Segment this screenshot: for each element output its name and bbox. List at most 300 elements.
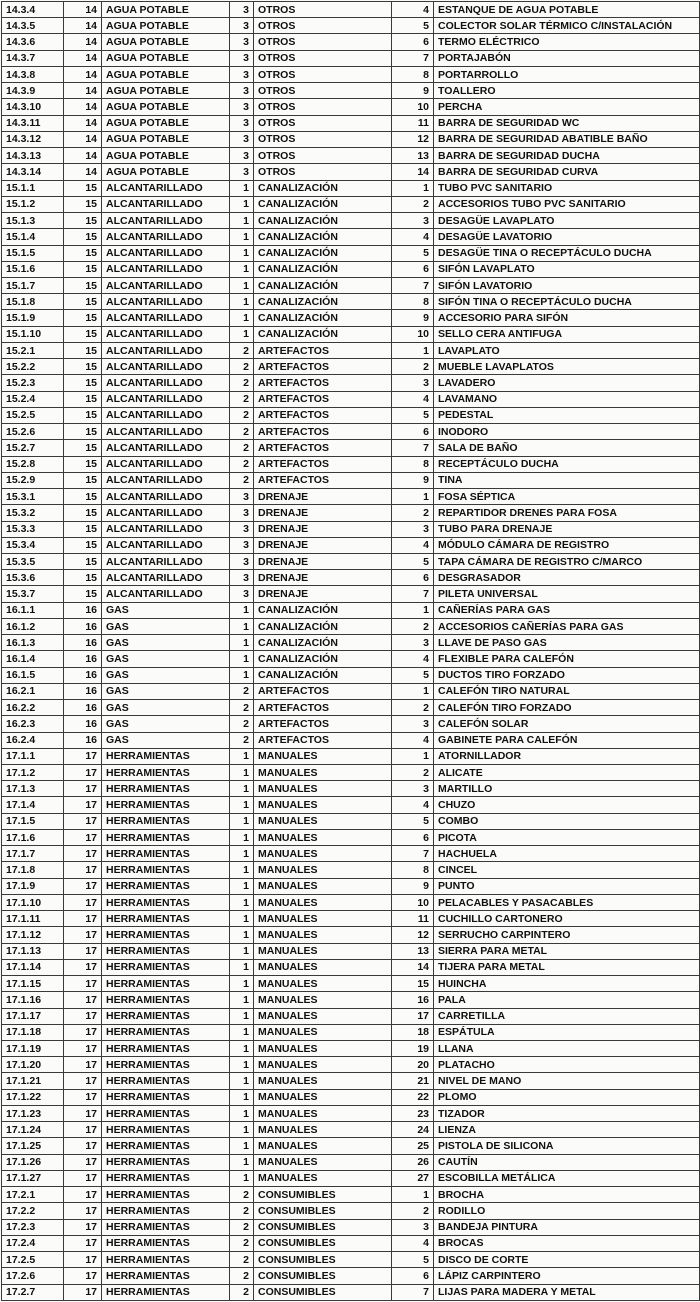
table-cell: 1 [230, 943, 254, 959]
table-row [2, 1073, 700, 1089]
table-cell: 17.2.5 [2, 1252, 64, 1268]
table-row [2, 2, 700, 18]
table-cell: 1 [230, 667, 254, 683]
table-cell: ALCANTARILLADO [102, 570, 230, 586]
table-row [2, 99, 700, 115]
table-row [2, 1008, 700, 1024]
table-cell: 17 [64, 1008, 102, 1024]
table-cell: 8 [392, 456, 434, 472]
table-cell: CANALIZACIÓN [254, 180, 392, 196]
table-cell: CINCEL [434, 862, 700, 878]
table-cell: 15.1.1 [2, 180, 64, 196]
table-cell: BROCAS [434, 1235, 700, 1251]
table-cell: 17 [64, 878, 102, 894]
table-cell: 2 [230, 1187, 254, 1203]
table-cell: 15 [64, 456, 102, 472]
table-cell: 3 [230, 99, 254, 115]
table-cell: HERRAMIENTAS [102, 1268, 230, 1284]
table-cell: 2 [230, 1252, 254, 1268]
table-cell: OTROS [254, 2, 392, 18]
table-cell: 17 [64, 1235, 102, 1251]
table-cell: MANUALES [254, 959, 392, 975]
table-cell: 14 [64, 164, 102, 180]
table-cell: 1 [230, 1138, 254, 1154]
table-cell: HERRAMIENTAS [102, 943, 230, 959]
table-cell: GAS [102, 602, 230, 618]
table-cell: 17.1.25 [2, 1138, 64, 1154]
table-cell: HERRAMIENTAS [102, 878, 230, 894]
table-cell: 14 [392, 164, 434, 180]
table-cell: 16 [64, 635, 102, 651]
table-cell: ALCANTARILLADO [102, 229, 230, 245]
table-cell: PORTARROLLO [434, 66, 700, 82]
table-cell: 15 [64, 424, 102, 440]
table-cell: 2 [230, 424, 254, 440]
table-cell: DRENAJE [254, 586, 392, 602]
table-cell: 15 [64, 570, 102, 586]
table-cell: 17 [64, 1170, 102, 1186]
table-cell: 1 [230, 846, 254, 862]
table-cell: MANUALES [254, 1089, 392, 1105]
table-cell: 19 [392, 1041, 434, 1057]
table-cell: 2 [230, 456, 254, 472]
table-cell: HERRAMIENTAS [102, 1203, 230, 1219]
table-cell: 15 [64, 472, 102, 488]
table-cell: 4 [392, 797, 434, 813]
table-cell: 17.1.7 [2, 846, 64, 862]
table-cell: ARTEFACTOS [254, 716, 392, 732]
table-cell: 15 [64, 586, 102, 602]
table-cell: 1 [392, 683, 434, 699]
table-cell: PELACABLES Y PASACABLES [434, 894, 700, 910]
table-cell: CHUZO [434, 797, 700, 813]
table-cell: OTROS [254, 18, 392, 34]
table-cell: 7 [392, 277, 434, 293]
table-cell: 17 [392, 1008, 434, 1024]
table-cell: DESAGÜE TINA O RECEPTÁCULO DUCHA [434, 245, 700, 261]
table-cell: CALEFÓN SOLAR [434, 716, 700, 732]
table-cell: 1 [392, 489, 434, 505]
table-cell: 2 [230, 359, 254, 375]
table-cell: ESCOBILLA METÁLICA [434, 1170, 700, 1186]
table-cell: 14 [64, 83, 102, 99]
table-cell: OTROS [254, 99, 392, 115]
table-cell: 1 [230, 651, 254, 667]
table-cell: 2 [392, 359, 434, 375]
table-row [2, 781, 700, 797]
table-cell: 21 [392, 1073, 434, 1089]
table-cell: 3 [230, 18, 254, 34]
table-cell: HERRAMIENTAS [102, 894, 230, 910]
table-cell: 1 [230, 781, 254, 797]
table-cell: 1 [230, 911, 254, 927]
table-cell: HERRAMIENTAS [102, 1154, 230, 1170]
table-cell: 9 [392, 310, 434, 326]
table-cell: 16 [64, 732, 102, 748]
table-cell: RODILLO [434, 1203, 700, 1219]
table-cell: 17 [64, 976, 102, 992]
table-cell: 14.3.9 [2, 83, 64, 99]
table-cell: CANALIZACIÓN [254, 651, 392, 667]
table-cell: HERRAMIENTAS [102, 1122, 230, 1138]
table-cell: 14.3.11 [2, 115, 64, 131]
table-cell: LLAVE DE PASO GAS [434, 635, 700, 651]
table-cell: GAS [102, 683, 230, 699]
table-cell: 1 [230, 1073, 254, 1089]
table-cell: 16.2.1 [2, 683, 64, 699]
table-cell: REPARTIDOR DRENES PARA FOSA [434, 505, 700, 521]
table-row [2, 391, 700, 407]
table-cell: GAS [102, 635, 230, 651]
table-cell: DRENAJE [254, 537, 392, 553]
table-cell: 17 [64, 927, 102, 943]
table-cell: 10 [392, 326, 434, 342]
table-cell: 4 [392, 651, 434, 667]
table-cell: 17.1.10 [2, 894, 64, 910]
table-cell: 7 [392, 846, 434, 862]
table-row [2, 326, 700, 342]
table-cell: 15 [64, 294, 102, 310]
table-cell: 3 [230, 537, 254, 553]
table-cell: MANUALES [254, 992, 392, 1008]
table-cell: 1 [230, 310, 254, 326]
table-cell: 17.1.2 [2, 765, 64, 781]
table-cell: CAÑERÍAS PARA GAS [434, 602, 700, 618]
table-cell: GAS [102, 716, 230, 732]
table-cell: BARRA DE SEGURIDAD ABATIBLE BAÑO [434, 131, 700, 147]
table-row [2, 1057, 700, 1073]
table-cell: OTROS [254, 66, 392, 82]
table-cell: SIFÓN TINA O RECEPTÁCULO DUCHA [434, 294, 700, 310]
table-cell: LIENZA [434, 1122, 700, 1138]
table-cell: 1 [230, 245, 254, 261]
table-row [2, 424, 700, 440]
table-cell: 15.2.8 [2, 456, 64, 472]
table-cell: HERRAMIENTAS [102, 1138, 230, 1154]
table-cell: ACCESORIOS TUBO PVC SANITARIO [434, 196, 700, 212]
table-cell: GAS [102, 618, 230, 634]
category-table [1, 1, 700, 1301]
table-cell: 1 [392, 602, 434, 618]
table-cell: MANUALES [254, 1008, 392, 1024]
table-cell: HERRAMIENTAS [102, 829, 230, 845]
table-cell: 3 [392, 781, 434, 797]
table-cell: ALICATE [434, 765, 700, 781]
table-row [2, 229, 700, 245]
table-row [2, 1219, 700, 1235]
table-cell: 1 [392, 180, 434, 196]
table-cell: 3 [230, 2, 254, 18]
table-cell: 17 [64, 1057, 102, 1073]
table-cell: 17.1.1 [2, 748, 64, 764]
table-row [2, 748, 700, 764]
table-cell: 15.2.7 [2, 440, 64, 456]
table-cell: 1 [230, 748, 254, 764]
table-cell: 13 [392, 943, 434, 959]
table-cell: 17 [64, 1203, 102, 1219]
table-cell: AGUA POTABLE [102, 66, 230, 82]
table-cell: 17.1.12 [2, 927, 64, 943]
table-cell: 16.2.3 [2, 716, 64, 732]
table-cell: 17.1.9 [2, 878, 64, 894]
table-cell: 15.1.9 [2, 310, 64, 326]
table-cell: ALCANTARILLADO [102, 342, 230, 358]
table-row [2, 472, 700, 488]
table-cell: MANUALES [254, 797, 392, 813]
table-cell: 4 [392, 732, 434, 748]
table-cell: 17.1.21 [2, 1073, 64, 1089]
table-cell: LÁPIZ CARPINTERO [434, 1268, 700, 1284]
table-cell: ALCANTARILLADO [102, 505, 230, 521]
table-cell: 16.2.4 [2, 732, 64, 748]
table-cell: DUCTOS TIRO FORZADO [434, 667, 700, 683]
table-row [2, 1041, 700, 1057]
table-cell: 17.2.1 [2, 1187, 64, 1203]
table-cell: 17.1.27 [2, 1170, 64, 1186]
table-cell: ALCANTARILLADO [102, 586, 230, 602]
table-cell: 17 [64, 846, 102, 862]
table-cell: 2 [230, 1219, 254, 1235]
table-cell: 15 [64, 229, 102, 245]
table-cell: CONSUMIBLES [254, 1284, 392, 1300]
table-row [2, 992, 700, 1008]
table-cell: 14 [392, 959, 434, 975]
table-cell: 16 [64, 602, 102, 618]
table-cell: 15 [64, 489, 102, 505]
table-cell: 14 [64, 148, 102, 164]
table-cell: BARRA DE SEGURIDAD CURVA [434, 164, 700, 180]
table-cell: 14.3.5 [2, 18, 64, 34]
table-cell: MUEBLE LAVAPLATOS [434, 359, 700, 375]
table-cell: ALCANTARILLADO [102, 472, 230, 488]
table-cell: 16 [64, 667, 102, 683]
table-cell: 15.1.5 [2, 245, 64, 261]
table-cell: CANALIZACIÓN [254, 277, 392, 293]
table-cell: 2 [230, 1203, 254, 1219]
table-cell: TOALLERO [434, 83, 700, 99]
table-row [2, 1089, 700, 1105]
table-row [2, 797, 700, 813]
table-cell: 16 [64, 700, 102, 716]
table-cell: ARTEFACTOS [254, 700, 392, 716]
table-cell: 17.1.22 [2, 1089, 64, 1105]
table-cell: SELLO CERA ANTIFUGA [434, 326, 700, 342]
table-cell: HERRAMIENTAS [102, 1008, 230, 1024]
table-cell: 2 [392, 618, 434, 634]
table-cell: HERRAMIENTAS [102, 976, 230, 992]
table-cell: 17 [64, 1219, 102, 1235]
table-cell: 5 [392, 1252, 434, 1268]
table-cell: COLECTOR SOLAR TÉRMICO C/INSTALACIÓN [434, 18, 700, 34]
table-cell: DRENAJE [254, 570, 392, 586]
table-cell: 17.1.5 [2, 813, 64, 829]
table-cell: 3 [392, 375, 434, 391]
table-cell: 2 [230, 1235, 254, 1251]
table-cell: 11 [392, 911, 434, 927]
table-cell: 14 [64, 18, 102, 34]
table-row [2, 765, 700, 781]
table-cell: 15.1.3 [2, 213, 64, 229]
table-row [2, 1268, 700, 1284]
table-row [2, 635, 700, 651]
table-cell: 14.3.4 [2, 2, 64, 18]
table-cell: RECEPTÁCULO DUCHA [434, 456, 700, 472]
table-cell: LLANA [434, 1041, 700, 1057]
table-cell: 4 [392, 229, 434, 245]
table-cell: CONSUMIBLES [254, 1203, 392, 1219]
table-cell: 15 [64, 261, 102, 277]
table-cell: AGUA POTABLE [102, 50, 230, 66]
table-cell: 2 [230, 472, 254, 488]
table-cell: 1 [230, 180, 254, 196]
table-cell: HERRAMIENTAS [102, 748, 230, 764]
table-cell: 15.2.9 [2, 472, 64, 488]
table-cell: LAVAMANO [434, 391, 700, 407]
table-cell: GAS [102, 667, 230, 683]
table-cell: ALCANTARILLADO [102, 261, 230, 277]
table-cell: PICOTA [434, 829, 700, 845]
table-cell: 3 [230, 164, 254, 180]
table-cell: CANALIZACIÓN [254, 245, 392, 261]
table-cell: 15.2.5 [2, 407, 64, 423]
table-cell: MANUALES [254, 813, 392, 829]
table-cell: 23 [392, 1105, 434, 1121]
table-cell: 2 [230, 391, 254, 407]
table-cell: CALEFÓN TIRO FORZADO [434, 700, 700, 716]
table-row [2, 716, 700, 732]
table-cell: DESGRASADOR [434, 570, 700, 586]
table-cell: HERRAMIENTAS [102, 1073, 230, 1089]
table-cell: 17 [64, 894, 102, 910]
table-row [2, 911, 700, 927]
table-cell: 17 [64, 1089, 102, 1105]
table-cell: ACCESORIO PARA SIFÓN [434, 310, 700, 326]
table-cell: 17.1.14 [2, 959, 64, 975]
table-cell: 17.1.23 [2, 1105, 64, 1121]
table-cell: 6 [392, 1268, 434, 1284]
table-cell: DRENAJE [254, 521, 392, 537]
table-cell: AGUA POTABLE [102, 18, 230, 34]
table-cell: 24 [392, 1122, 434, 1138]
table-cell: 15 [64, 359, 102, 375]
table-row [2, 943, 700, 959]
table-cell: ALCANTARILLADO [102, 553, 230, 569]
table-cell: 2 [230, 700, 254, 716]
table-cell: 17 [64, 1252, 102, 1268]
table-cell: BARRA DE SEGURIDAD DUCHA [434, 148, 700, 164]
table-cell: 7 [392, 1284, 434, 1300]
table-cell: 17.1.17 [2, 1008, 64, 1024]
table-cell: AGUA POTABLE [102, 83, 230, 99]
table-cell: 7 [392, 440, 434, 456]
table-row [2, 1024, 700, 1040]
table-row [2, 586, 700, 602]
table-cell: HERRAMIENTAS [102, 781, 230, 797]
table-cell: 16.1.4 [2, 651, 64, 667]
table-cell: TAPA CÁMARA DE REGISTRO C/MARCO [434, 553, 700, 569]
table-cell: MANUALES [254, 1041, 392, 1057]
table-row [2, 862, 700, 878]
table-cell: 17.1.3 [2, 781, 64, 797]
table-cell: LIJAS PARA MADERA Y METAL [434, 1284, 700, 1300]
table-cell: SIFÓN LAVATORIO [434, 277, 700, 293]
table-cell: 15 [64, 277, 102, 293]
table-cell: ARTEFACTOS [254, 391, 392, 407]
table-cell: DRENAJE [254, 489, 392, 505]
table-cell: HERRAMIENTAS [102, 911, 230, 927]
table-cell: 15.3.5 [2, 553, 64, 569]
table-cell: 17 [64, 1024, 102, 1040]
table-cell: 14 [64, 2, 102, 18]
table-cell: ALCANTARILLADO [102, 375, 230, 391]
table-cell: 1 [230, 976, 254, 992]
table-cell: 4 [392, 2, 434, 18]
table-row [2, 1252, 700, 1268]
table-cell: 1 [230, 959, 254, 975]
table-cell: 17.1.20 [2, 1057, 64, 1073]
table-cell: CANALIZACIÓN [254, 602, 392, 618]
table-cell: 15 [64, 245, 102, 261]
table-cell: HERRAMIENTAS [102, 765, 230, 781]
table-cell: ALCANTARILLADO [102, 294, 230, 310]
table-cell: OTROS [254, 131, 392, 147]
table-cell: 9 [392, 83, 434, 99]
table-cell: BARRA DE SEGURIDAD WC [434, 115, 700, 131]
table-cell: ARTEFACTOS [254, 407, 392, 423]
table-cell: ARTEFACTOS [254, 359, 392, 375]
table-cell: 6 [392, 570, 434, 586]
table-cell: 14 [64, 131, 102, 147]
table-row [2, 375, 700, 391]
table-row [2, 34, 700, 50]
table-cell: 15.3.7 [2, 586, 64, 602]
table-cell: PILETA UNIVERSAL [434, 586, 700, 602]
table-cell: INODORO [434, 424, 700, 440]
table-row [2, 1154, 700, 1170]
table-cell: LAVAPLATO [434, 342, 700, 358]
table-row [2, 277, 700, 293]
table-cell: MANUALES [254, 748, 392, 764]
table-cell: 13 [392, 148, 434, 164]
table-cell: 17.1.18 [2, 1024, 64, 1040]
table-cell: 15.3.2 [2, 505, 64, 521]
table-cell: 17 [64, 1187, 102, 1203]
table-row [2, 261, 700, 277]
table-cell: 2 [392, 505, 434, 521]
table-cell: 15 [64, 553, 102, 569]
table-cell: 17.2.2 [2, 1203, 64, 1219]
table-row [2, 618, 700, 634]
table-row [2, 1203, 700, 1219]
table-cell: 14 [64, 66, 102, 82]
table-cell: TERMO ELÉCTRICO [434, 34, 700, 50]
table-cell: 1 [230, 196, 254, 212]
table-cell: 3 [230, 489, 254, 505]
table-cell: 1 [230, 602, 254, 618]
table-cell: 17.1.4 [2, 797, 64, 813]
table-row [2, 813, 700, 829]
table-cell: MANUALES [254, 943, 392, 959]
table-cell: DISCO DE CORTE [434, 1252, 700, 1268]
table-cell: PUNTO [434, 878, 700, 894]
table-cell: 1 [230, 1057, 254, 1073]
table-cell: 3 [230, 553, 254, 569]
table-cell: 27 [392, 1170, 434, 1186]
table-cell: MANUALES [254, 781, 392, 797]
table-cell: HERRAMIENTAS [102, 1187, 230, 1203]
table-cell: 16.1.1 [2, 602, 64, 618]
table-cell: 15.1.10 [2, 326, 64, 342]
